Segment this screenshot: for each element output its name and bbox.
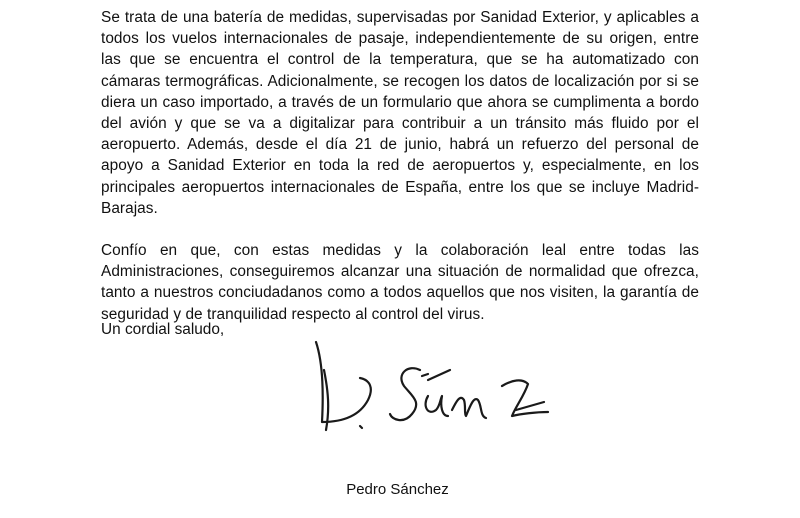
signature-icon <box>300 330 580 460</box>
letter-body <box>101 0 699 325</box>
closing-salutation: Un cordial saludo, <box>101 321 225 338</box>
paragraph-measures: Se trata de una batería de medidas, supervisadas por Sanidad Exterior, y aplicables a todos los vuelos internacionales de pasaje, independientemente de su origen, entre las que se encuentra el control de la temperatura, que se ha automatizado con cámaras termográficas. Adicionalmente, se recogen los datos de localización por si se diera un caso importado, a través de un formulario que ahora se cumplimenta a bordo del avión y que se va a digitalizar para contribuir a un tránsito más fluido por el aeropuerto. Además, desde el día 21 de junio, habrá un refuerzo del personal de apoyo a Sanidad Exterior en toda la red de aeropuertos y, especialmente, en los principales aeropuertos internacionales de España, entre los que se incluye Madrid-Barajas. <box>101 9 699 217</box>
signer-name: Pedro Sánchez <box>346 481 449 498</box>
paragraph-confidence: Confío en que, con estas medidas y la colaboración leal entre todas las Administraciones, conseguiremos alcanzar una situación de normalidad que ofrezca, tanto a nuestros conciudadanos como a todos aquellos que nos visiten, la garantía de seguridad y de tranquilidad respecto al control del virus. <box>101 242 699 323</box>
